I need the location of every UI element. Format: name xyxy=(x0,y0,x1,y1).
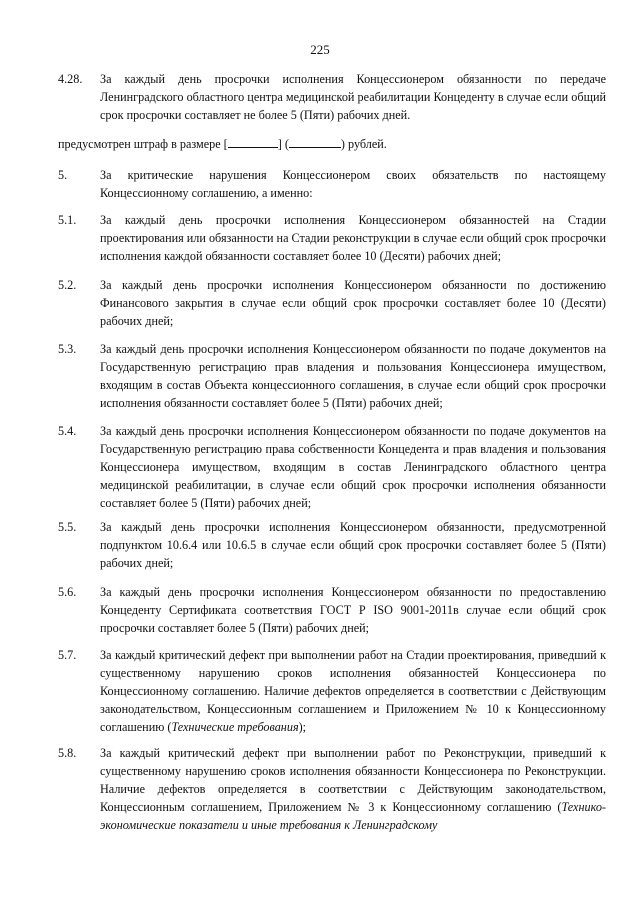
clause-text: За каждый день просрочки исполнения Концессионером обязанности по подаче документов на Государственную регистрацию права собственности Концедента и прав владения и пользования Концессионера имуществом, входящим в состав Ленинградского областного центра медицинской реабилитации, в случае если общий срок просрочки исполнения обязанности составляет более 5 (Пяти) рабочих дней; xyxy=(100,424,606,510)
clause-text: За каждый день просрочки исполнения Концессионером обязанности по подаче документов на Государственную регистрацию прав владения и пользования Концессионера имуществом, входящим в состав Объекта концессионного соглашения, в случае если общий срок просрочки исполнения обязанности составляет более 5 (Пяти) рабочих дней; xyxy=(100,342,606,410)
clause-5-3 xyxy=(58,340,606,412)
fine-line xyxy=(58,135,606,153)
clause-5-7 xyxy=(58,646,606,736)
clause-text: За каждый день просрочки исполнения Концессионером обязанности по передаче Ленинградского областного центра медицинской реабилитации Концеденту в случае если общий срок просрочки составляет не более 5 (Пяти) рабочих дней. xyxy=(100,72,606,122)
clause-body: За каждый критический дефект при выполнении работ на Стадии проектирования, приведший к существенному нарушению сроков исполнения обязанностей Концессионера по Концессионному соглашению. Наличие дефектов определяется в соответствии с Действующим законодательством, Концессионным соглашением и Приложением № 10 к Концессионному соглашению ( xyxy=(100,648,606,734)
clause-text xyxy=(100,646,606,736)
clause-number: 5.2. xyxy=(58,278,77,292)
clause-text: За каждый день просрочки исполнения Концессионером обязанности по предоставлению Концеденту Сертификата соответствия ГОСТ Р ISO 9001-2011в случае если общий срок просрочки составляет более 5 (Пяти) рабочих дней; xyxy=(100,585,606,635)
clause-5 xyxy=(58,166,606,202)
clause-4-28 xyxy=(58,70,606,124)
clause-tail: ); xyxy=(298,720,307,734)
page-number: 225 xyxy=(310,42,330,57)
clause-number: 5.7. xyxy=(58,648,77,662)
clause-5-1 xyxy=(58,211,606,265)
fine-middle: ] ( xyxy=(277,137,289,151)
clause-5-6 xyxy=(58,583,606,637)
clause-text: За каждый день просрочки исполнения Концессионером обязанностей на Стадии проектирования или обязанности на Стадии реконструкции в случае если общий срок просрочки исполнения каждой обязанности составляет более 10 (Десяти) рабочих дней; xyxy=(100,213,606,263)
clause-number: 5.4. xyxy=(58,424,77,438)
fine-prefix: предусмотрен штраф в размере [ xyxy=(58,137,228,151)
clause-number: 5.6. xyxy=(58,585,77,599)
clause-number: 5. xyxy=(58,168,68,182)
clause-italic-ref: Технические требования xyxy=(171,720,299,734)
fine-amount-blank xyxy=(228,135,278,148)
clause-italic-ref: Технико-экономические показатели и иные требования к Ленинградскому xyxy=(100,800,606,832)
fine-suffix: ) рублей. xyxy=(340,137,387,151)
clause-text xyxy=(100,744,606,834)
clause-number: 5.1. xyxy=(58,213,77,227)
clause-text: За каждый день просрочки исполнения Концессионером обязанности по достижению Финансового закрытия в случае если общий срок просрочки составляет более 10 (Десяти) рабочих дней; xyxy=(100,278,606,328)
clause-5-4 xyxy=(58,422,606,512)
clause-5-5 xyxy=(58,518,606,572)
clause-5-8 xyxy=(58,744,606,834)
clause-number: 5.3. xyxy=(58,342,77,356)
fine-words-blank xyxy=(289,135,341,148)
clause-number: 5.5. xyxy=(58,520,77,534)
clause-body: За каждый критический дефект при выполнении работ по Реконструкции, приведший к существенному нарушению сроков исполнения обязанности Концессионера по Реконструкции. Наличие дефектов определяется в соответствии с Действующим законодательством, Концессионным соглашением, Приложением № 3 к Концессионному соглашению ( xyxy=(100,746,606,814)
clause-5-2 xyxy=(58,276,606,330)
clause-number: 4.28. xyxy=(58,72,83,86)
clause-text: За критические нарушения Концессионером своих обязательств по настоящему Концессионному соглашению, а именно: xyxy=(100,168,606,200)
clause-text: За каждый день просрочки исполнения Концессионером обязанности, предусмотренной подпунктом 10.6.4 или 10.6.5 в случае если общий срок просрочки составляет более 5 (Пяти) рабочих дней; xyxy=(100,520,606,570)
clause-number: 5.8. xyxy=(58,746,77,760)
